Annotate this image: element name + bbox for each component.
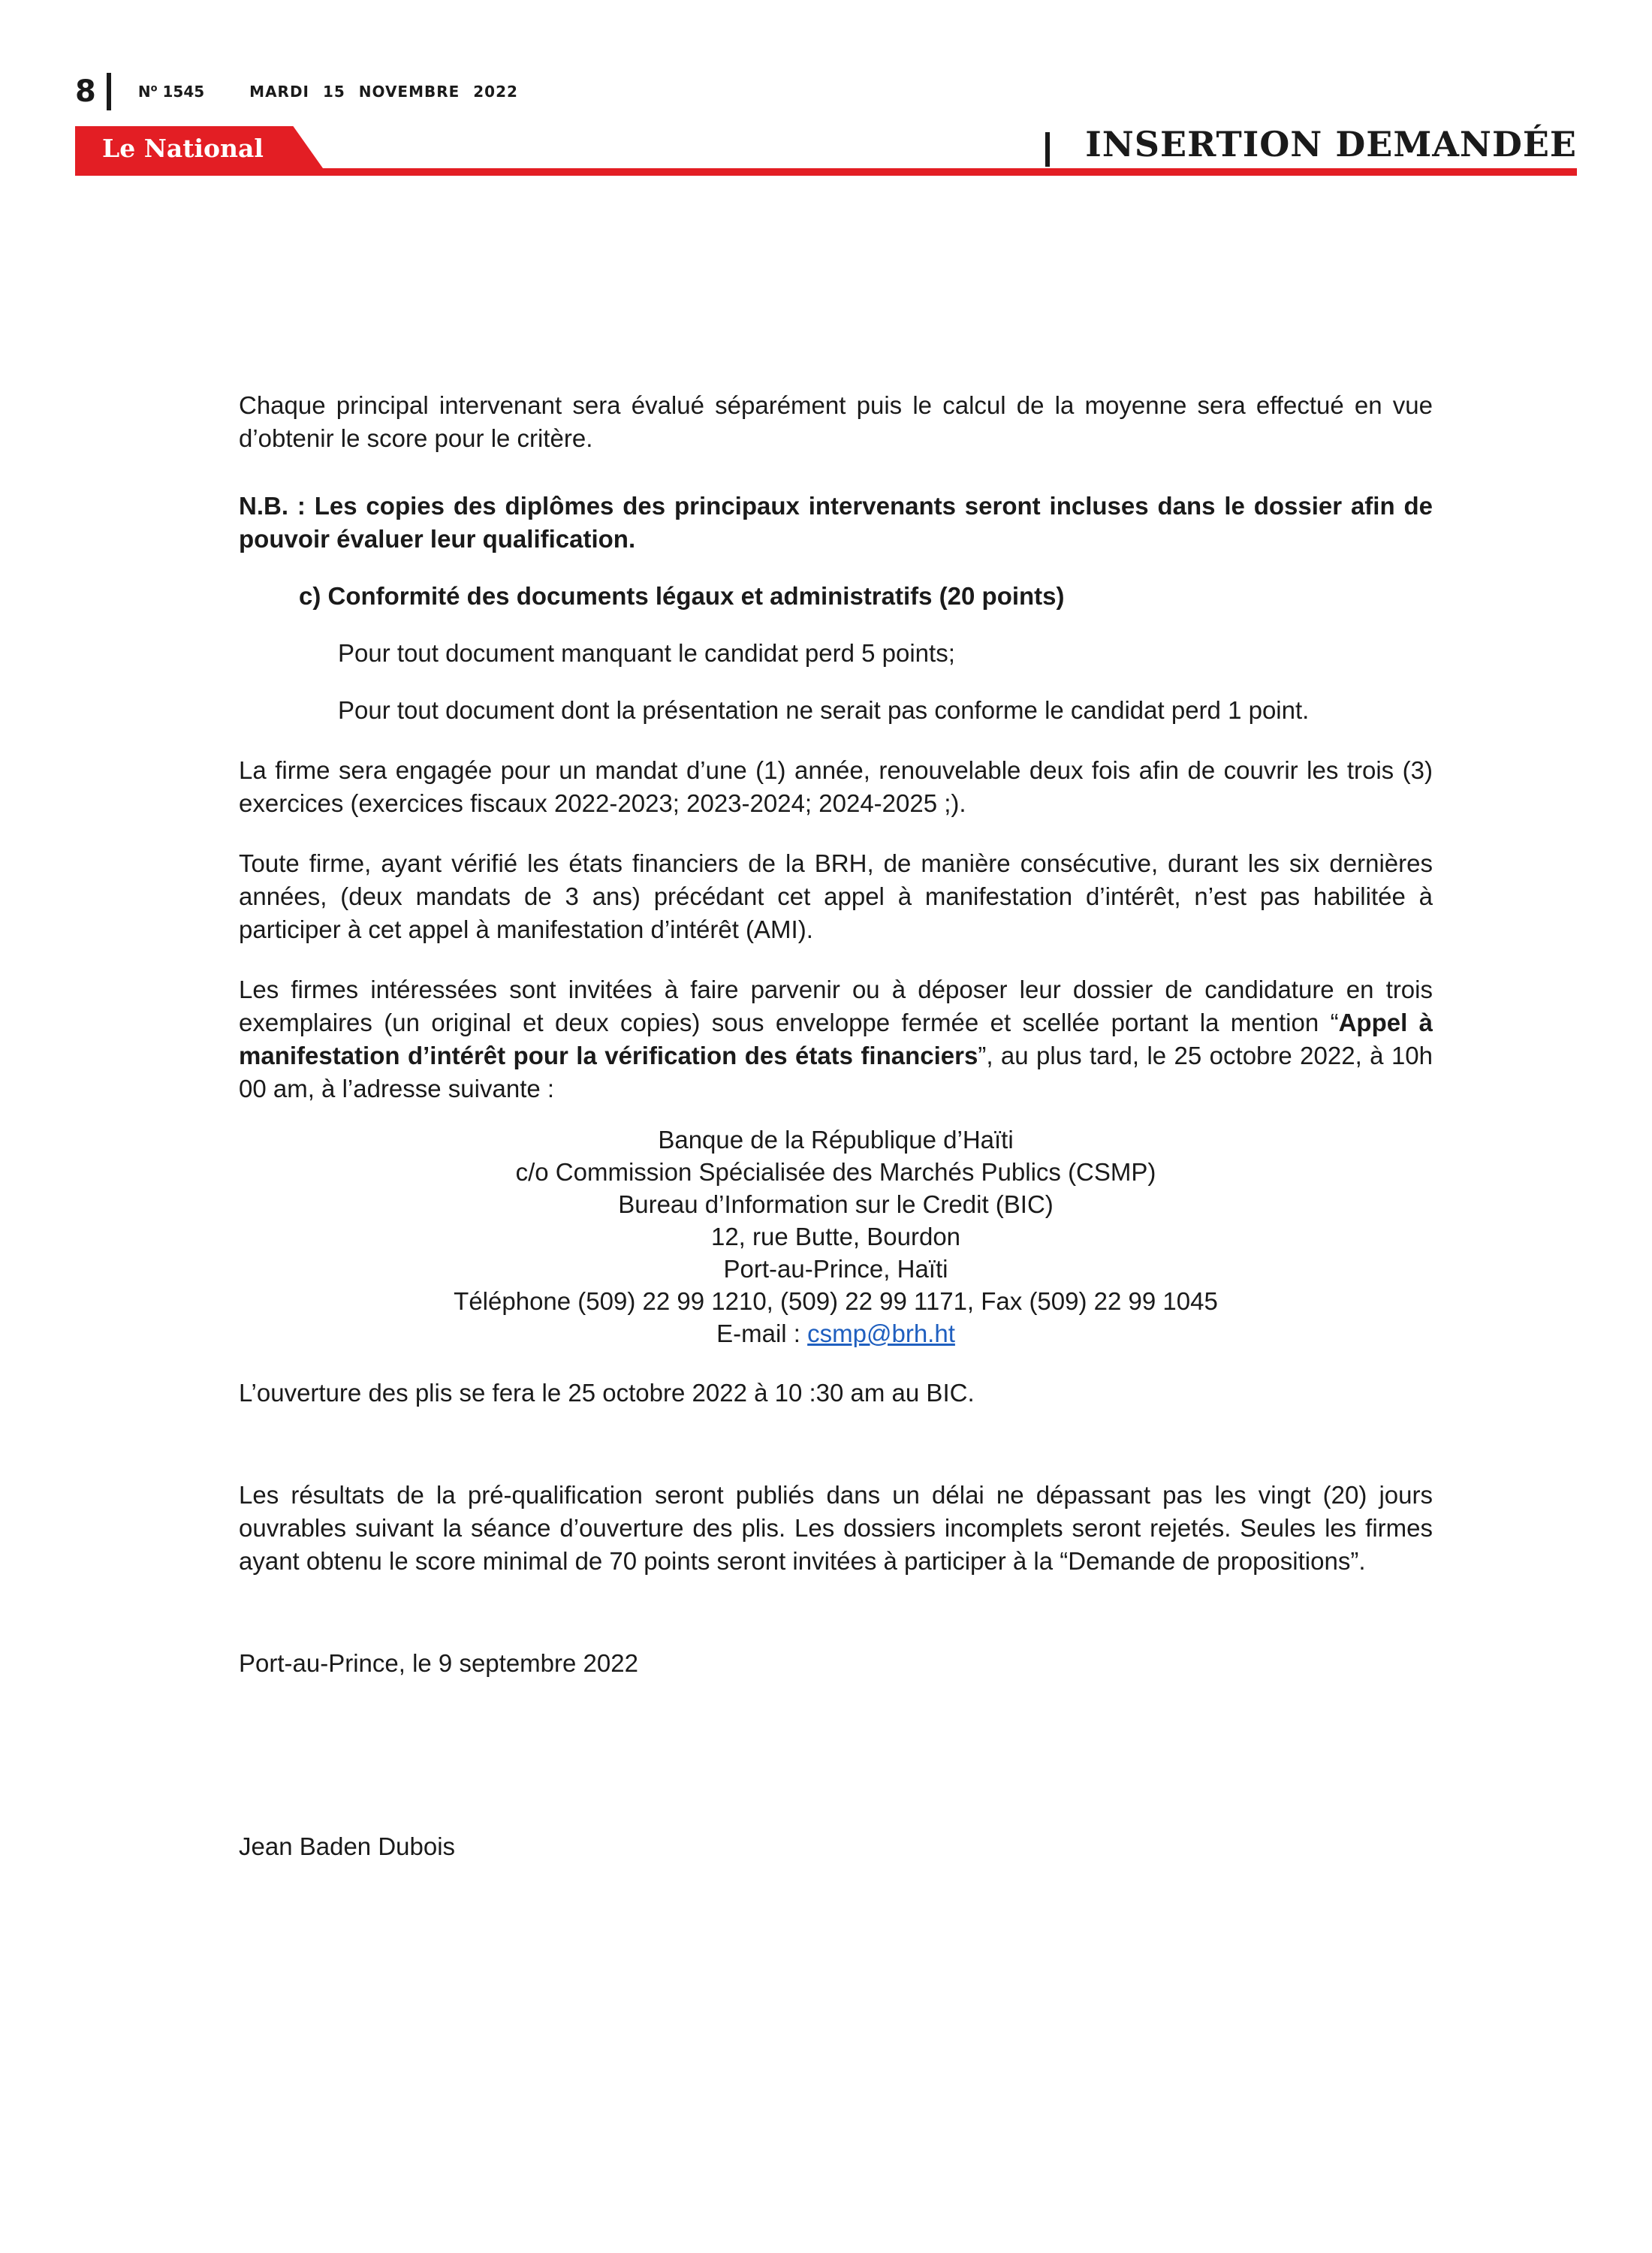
section-title: INSERTION DEMANDÉE: [1085, 124, 1577, 164]
address-line: Port-au-Prince, Haïti: [723, 1255, 948, 1283]
issue-prefix: N: [137, 83, 151, 101]
criterion-item-missing: Pour tout document manquant le candidat perd 5 points;: [338, 639, 955, 667]
address-line: Banque de la République d’Haïti: [658, 1126, 1014, 1154]
place-date: Port-au-Prince, le 9 septembre 2022: [239, 1649, 638, 1677]
page-header-line: [75, 69, 518, 114]
criterion-item-nonconform: Pour tout document dont la présentation ne serait pas conforme le candidat perd 1 point.: [338, 696, 1310, 724]
depot-text-start: Les firmes intéressées sont invitées à faire parvenir ou à déposer leur dossier de candidature en trois exemplaires (un original et deux copies) sous enveloppe fermée et scellée portant la mention “: [239, 976, 1433, 1036]
page-number: 8: [75, 74, 96, 109]
paragraph-ouverture: L’ouverture des plis se fera le 25 octobre 2022 à 10 :30 am au BIC.: [239, 1379, 975, 1407]
paragraph-exclusion: Toute firme, ayant vérifié les états financiers de la BRH, de manière consécutive, durant les six dernières années, (deux mandats de 3 ans) précédant cet appel à manifestation d’intérêt, n’est pas habilitée à participer à cet appel à manifestation d’intérêt (AMI).: [239, 849, 1433, 943]
address-line: c/o Commission Spécialisée des Marchés Publics (CSMP): [515, 1158, 1156, 1186]
criterion-heading: c) Conformité des documents légaux et administratifs (20 points): [299, 582, 1065, 610]
signatory-name: Jean Baden Dubois: [239, 1832, 456, 1860]
paragraph-mandat: La firme sera engagée pour un mandat d’une (1) année, renouvelable deux fois afin de couvrir les trois (3) exercices (exercices fiscaux 2022-2023; 2023-2024; 2024-2025 ;).: [239, 756, 1433, 817]
paragraph-resultats: Les résultats de la pré-qualification seront publiés dans un délai ne dépassant pas les vingt (20) jours ouvrables suivant la séance d’ouverture des plis. Les dossiers incomplets seront rejetés. Seules les firmes ayant obtenu le score minimal de 70 points seront invitées à participer à la “Demande de propositions”.: [239, 1481, 1433, 1575]
address-block: [239, 1123, 1433, 1350]
paragraph-nb: N.B. : Les copies des diplômes des principaux intervenants seront incluses dans le dossier afin de pouvoir évaluer leur qualification.: [239, 492, 1433, 553]
page-number-separator: [107, 73, 111, 110]
issue-sup: o: [150, 83, 158, 95]
email-link[interactable]: csmp@brh.ht: [807, 1320, 955, 1347]
depot-mention: Appel à manifestation d’intérêt pour la vérification des états financiers: [239, 1009, 1433, 1069]
email-line: [239, 1317, 1433, 1350]
header-rule: [75, 168, 1577, 176]
address-line: 12, rue Butte, Bourdon: [710, 1223, 961, 1250]
address-line: Bureau d’Information sur le Credit (BIC): [618, 1190, 1054, 1218]
article-body: [239, 389, 1433, 1863]
section-separator: [1045, 132, 1050, 167]
depot-text-end: ”, au plus tard, le 25 octobre 2022, à 10h 00 am, à l’adresse suivante :: [239, 1042, 1433, 1102]
issue-date: MARDI 15 NOVEMBRE 2022: [249, 83, 518, 101]
paragraph-evaluation: Chaque principal intervenant sera évalué séparément puis le calcul de la moyenne sera effectué en vue d’obtenir le score pour le critère.: [239, 391, 1433, 452]
issue-number: [138, 83, 204, 101]
newspaper-logo: Le National: [102, 134, 264, 163]
address-line: Téléphone (509) 22 99 1210, (509) 22 99 1171, Fax (509) 22 99 1045: [454, 1287, 1218, 1315]
issue-value: 1545: [162, 83, 205, 101]
paragraph-depot: [239, 973, 1433, 1105]
email-label: E-mail :: [716, 1320, 808, 1347]
